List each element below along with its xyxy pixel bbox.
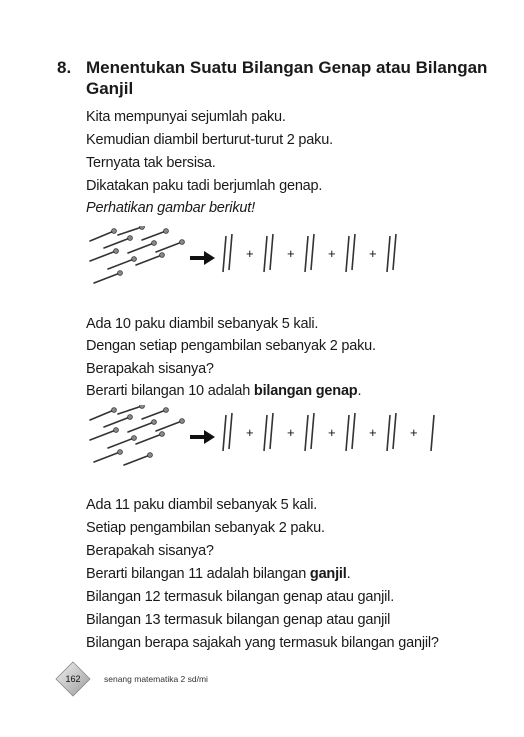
svg-text:+: + <box>287 425 295 440</box>
intro-line-3: Ternyata tak bersisa. <box>86 155 216 171</box>
arrow-icon <box>190 430 215 444</box>
svg-text:+: + <box>328 246 336 261</box>
page-number: 162 <box>65 674 81 684</box>
svg-text:+: + <box>328 425 336 440</box>
intro-line-2: Kemudian diambil berturut-turut 2 paku. <box>86 132 333 148</box>
term-ganjil: ganjil <box>309 566 347 582</box>
nails-figure-even <box>84 226 444 296</box>
section-title: Menentukan Suatu Bilangan Genap atau Bilangan Ganjil <box>86 58 488 98</box>
intro-line-4: Dikatakan paku tadi berjumlah genap. <box>86 178 323 194</box>
para1-line-3: Berapakah sisanya? <box>86 361 214 377</box>
para2-line-3: Berapakah sisanya? <box>86 543 214 559</box>
arrow-icon <box>190 251 215 265</box>
para1-line-4-post: . <box>357 383 362 399</box>
intro-line-1: Kita mempunyai sejumlah paku. <box>86 109 286 125</box>
page-number-badge <box>55 661 91 697</box>
svg-text:+: + <box>246 425 254 440</box>
para1-line-4-pre: Berarti bilangan 10 adalah <box>86 383 254 399</box>
para2-line-6: Bilangan 13 termasuk bilangan genap atau ganjil <box>86 612 391 628</box>
svg-text:+: + <box>287 246 295 261</box>
nail-pile <box>90 405 184 465</box>
para2-line-4-post: . <box>346 566 351 582</box>
intro-instruction: Perhatikan gambar berikut! <box>86 200 255 216</box>
para2-line-1: Ada 11 paku diambil sebanyak 5 kali. <box>86 497 318 513</box>
svg-text:+: + <box>246 246 254 261</box>
svg-text:+: + <box>410 425 418 440</box>
para1-line-4 <box>86 382 361 400</box>
book-title: senang matematika 2 sd/mi <box>104 674 208 684</box>
svg-text:+: + <box>369 425 377 440</box>
para2-line-4-pre: Berarti bilangan 11 adalah bilangan <box>86 566 310 582</box>
para2-line-4 <box>86 565 350 583</box>
term-bilangan-genap: bilangan genap <box>253 383 358 399</box>
nail-pile <box>90 226 184 283</box>
para1-line-1: Ada 10 paku diambil sebanyak 5 kali. <box>86 316 319 332</box>
svg-text:+: + <box>369 246 377 261</box>
para2-line-5: Bilangan 12 termasuk bilangan genap atau ganjil. <box>86 589 395 605</box>
para1-line-2: Dengan setiap pengambilan sebanyak 2 paku. <box>86 338 376 354</box>
section-number: 8. <box>57 58 72 77</box>
para2-line-2: Setiap pengambilan sebanyak 2 paku. <box>86 520 325 536</box>
nails-figure-odd <box>84 405 444 475</box>
para2-line-7: Bilangan berapa sajakah yang termasuk bilangan ganjil? <box>86 635 439 651</box>
